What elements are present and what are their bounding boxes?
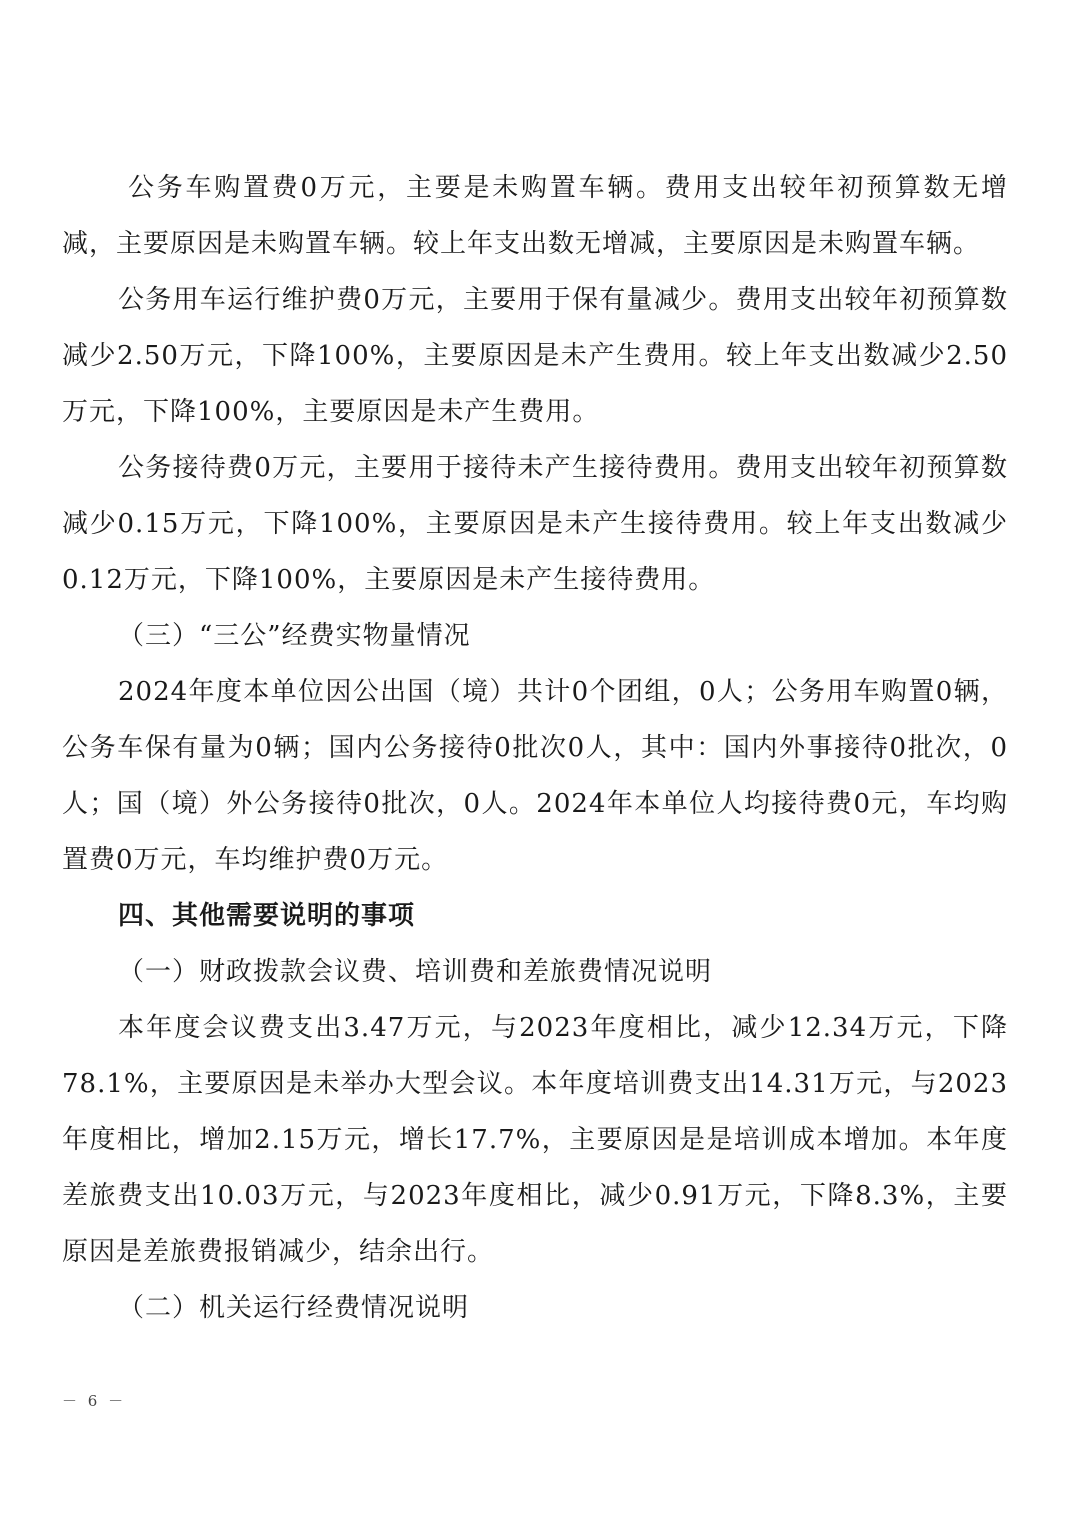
paragraph-vehicle-maintenance: 公务用车运行维护费0万元，主要用于保有量减少。费用支出较年初预算数减少2.50万元，下降100%，主要原因是未产生费用。较上年支出数减少2.50万元，下降100%，主要原因是未产生费用。 [62, 285, 1008, 427]
paragraph-meeting-training-travel: 本年度会议费支出3.47万元，与2023年度相比，减少12.34万元，下降78.1%，主要原因是未举办大型会议。本年度培训费支出14.31万元，与2023年度相比，增加2.15万元，增长17.7%，主要原因是是培训成本增加。本年度差旅费支出10.03万元，与2023年度相比，减少0.91万元，下降8.3%，主要原因是差旅费报销减少，结余出行。 [62, 1013, 1008, 1267]
subheading-physical-quantity: （三）“三公”经费实物量情况 [118, 621, 471, 651]
paragraph-vehicle-purchase: 公务车购置费0万元，主要是未购置车辆。费用支出较年初预算数无增减，主要原因是未购置车辆。较上年支出数无增减，主要原因是未购置车辆。 [62, 173, 1008, 259]
section-heading-other-matters: 四、其他需要说明的事项 [118, 901, 416, 931]
paragraph-physical-quantity: 2024年度本单位因公出国（境）共计0个团组，0人；公务用车购置0辆，公务车保有量为0辆；国内公务接待0批次0人，其中：国内外事接待0批次，0人；国（境）外公务接待0批次，0人。2024年本单位人均接待费0元，车均购置费0万元，车均维护费0万元。 [62, 677, 1008, 875]
paragraph-reception-expense: 公务接待费0万元，主要用于接待未产生接待费用。费用支出较年初预算数减少0.15万元，下降100%，主要原因是未产生接待费用。较上年支出数减少0.12万元，下降100%，主要原因是未产生接待费用。 [62, 453, 1008, 595]
page-number: － 6 － [62, 1392, 127, 1410]
subheading-meeting-training-travel: （一）财政拨款会议费、培训费和差旅费情况说明 [118, 957, 713, 987]
document-body [62, 160, 1008, 1336]
subheading-operating-expense: （二）机关运行经费情况说明 [118, 1293, 470, 1323]
